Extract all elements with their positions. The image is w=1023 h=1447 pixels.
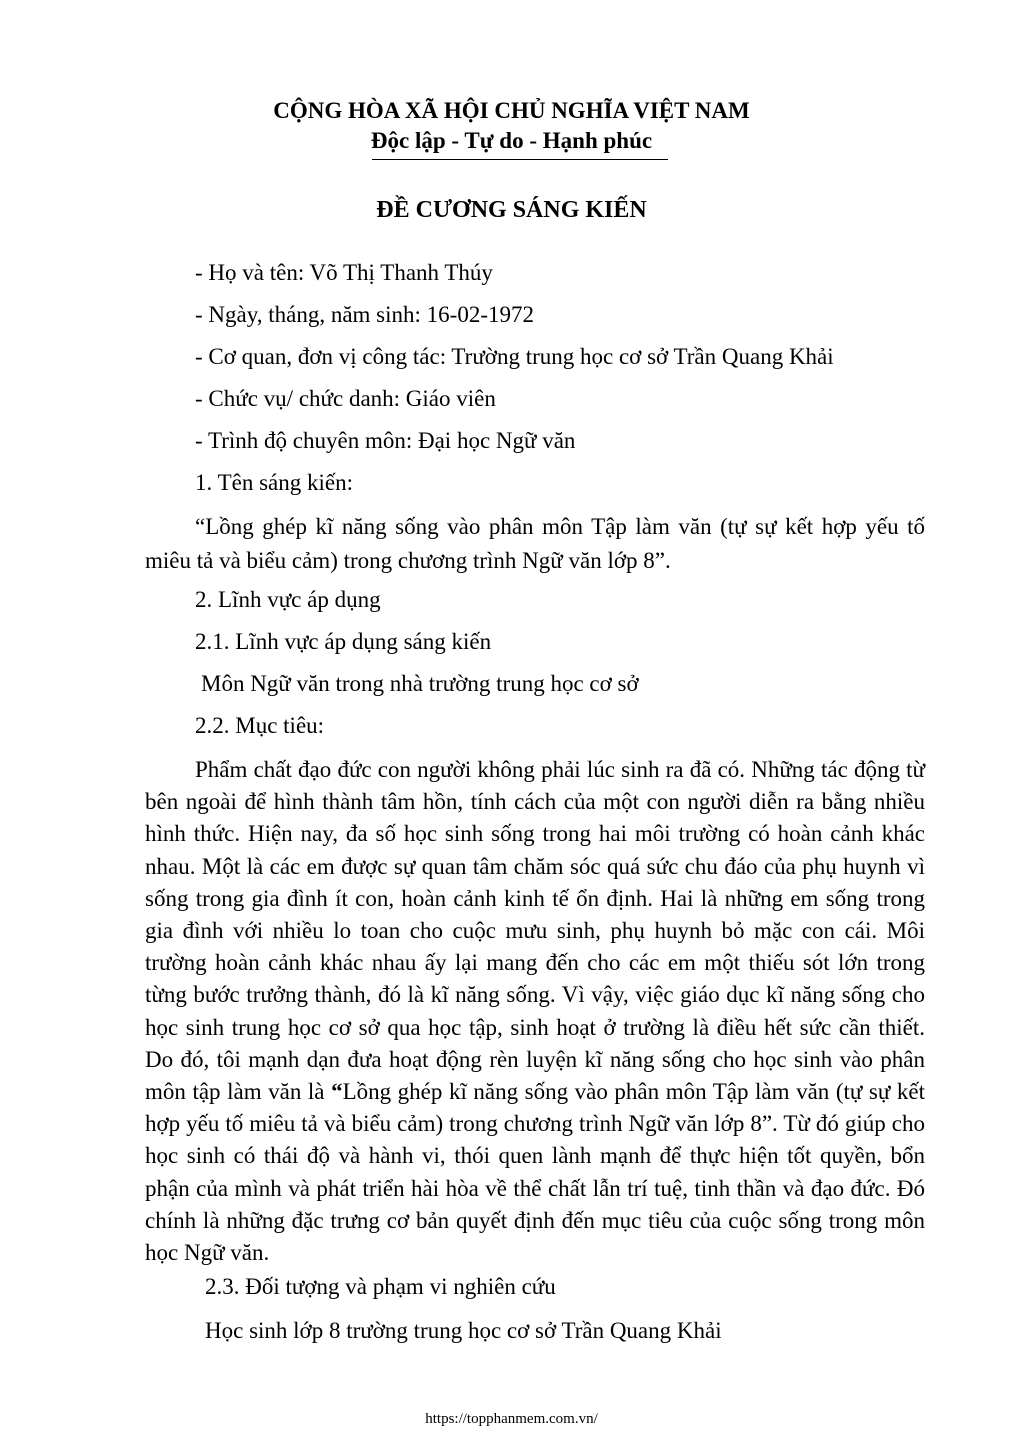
section1-heading: 1. Tên sáng kiến: <box>195 470 353 495</box>
section2-3-heading: 2.3. Đối tượng và phạm vi nghiên cứu <box>205 1274 556 1299</box>
info-name: - Họ và tên: Võ Thị Thanh Thúy <box>195 260 493 285</box>
info-qualification: - Trình độ chuyên môn: Đại học Ngữ văn <box>195 428 576 453</box>
section2-2-text <box>145 754 925 1269</box>
section2-2-text-part2: Lồng ghép kĩ năng sống vào phân môn Tập làm văn (tự sự kết hợp yếu tố miêu tả và biểu cảm) trong chương trình Ngữ văn lớp 8”. Từ đó giúp cho học sinh có thái độ và hành vi, thói quen lành mạnh để thực hiện tốt quyền, bổn phận của mình và phát triển hài hòa về thể chất lẫn trí tuệ, tinh thần và đạo đức. Đó chính là những đặc trưng cơ bản quyết định đến mục tiêu của cuộc sống trong môn học Ngữ văn. <box>145 1079 925 1266</box>
section2-1-text: Môn Ngữ văn trong nhà trường trung học cơ sở <box>201 671 639 696</box>
document-title: ĐỀ CƯƠNG SÁNG KIẾN <box>376 197 647 223</box>
info-position: - Chức vụ/ chức danh: Giáo viên <box>195 386 496 411</box>
section2-2-heading: 2.2. Mục tiêu: <box>195 713 325 738</box>
info-dob: - Ngày, tháng, năm sinh: 16-02-1972 <box>195 302 534 327</box>
section2-3-text: Học sinh lớp 8 trường trung học cơ sở Trần Quang Khải <box>205 1318 722 1343</box>
header-underline <box>372 159 668 160</box>
footer-url: https://topphanmem.com.vn/ <box>425 1411 598 1427</box>
section2-2-text-part1: Phẩm chất đạo đức con người không phải lúc sinh ra đã có. Những tác động từ bên ngoài để hình thành tâm hồn, tính cách của một con người diễn ra bằng nhiều hình thức. Hiện nay, đa số học sinh sống trong hai môi trường có hoàn cảnh khác nhau. Một là các em được sự quan tâm chăm sóc quá sức chu đáo của phụ huynh vì sống trong gia đình ít con, hoàn cảnh kinh tế ổn định. Hai là những em sống trong gia đình với nhiều lo toan cho cuộc mưu sinh, phụ huynh bỏ mặc con cái. Môi trường hoàn cảnh khác nhau ấy lại mang đến cho các em một thiếu sót lớn trong từng bước trưởng thành, đó là kĩ năng sống. Vì vậy, việc giáo dục kĩ năng sống cho học sinh trung học cơ sở qua học tập, sinh hoạt ở trường là điều hết sức cần thiết. Do đó, tôi mạnh dạn đưa hoạt động rèn luyện kĩ năng sống cho học sinh vào phân môn tập làm văn là <box>145 757 925 1105</box>
info-workplace: - Cơ quan, đơn vị công tác: Trường trung học cơ sở Trần Quang Khải <box>195 344 834 369</box>
section1-text: “Lồng ghép kĩ năng sống vào phân môn Tập làm văn (tự sự kết hợp yếu tố miêu tả và biểu cảm) trong chương trình Ngữ văn lớp 8”. <box>145 514 925 573</box>
national-motto: Độc lập - Tự do - Hạnh phúc <box>370 128 653 153</box>
national-title: CỘNG HÒA XÃ HỘI CHỦ NGHĨA VIỆT NAM <box>273 98 750 123</box>
section2-1-heading: 2.1. Lĩnh vực áp dụng sáng kiến <box>195 629 492 654</box>
section2-heading: 2. Lĩnh vực áp dụng <box>195 587 381 612</box>
section2-2-bold-quote: “ <box>331 1079 343 1105</box>
